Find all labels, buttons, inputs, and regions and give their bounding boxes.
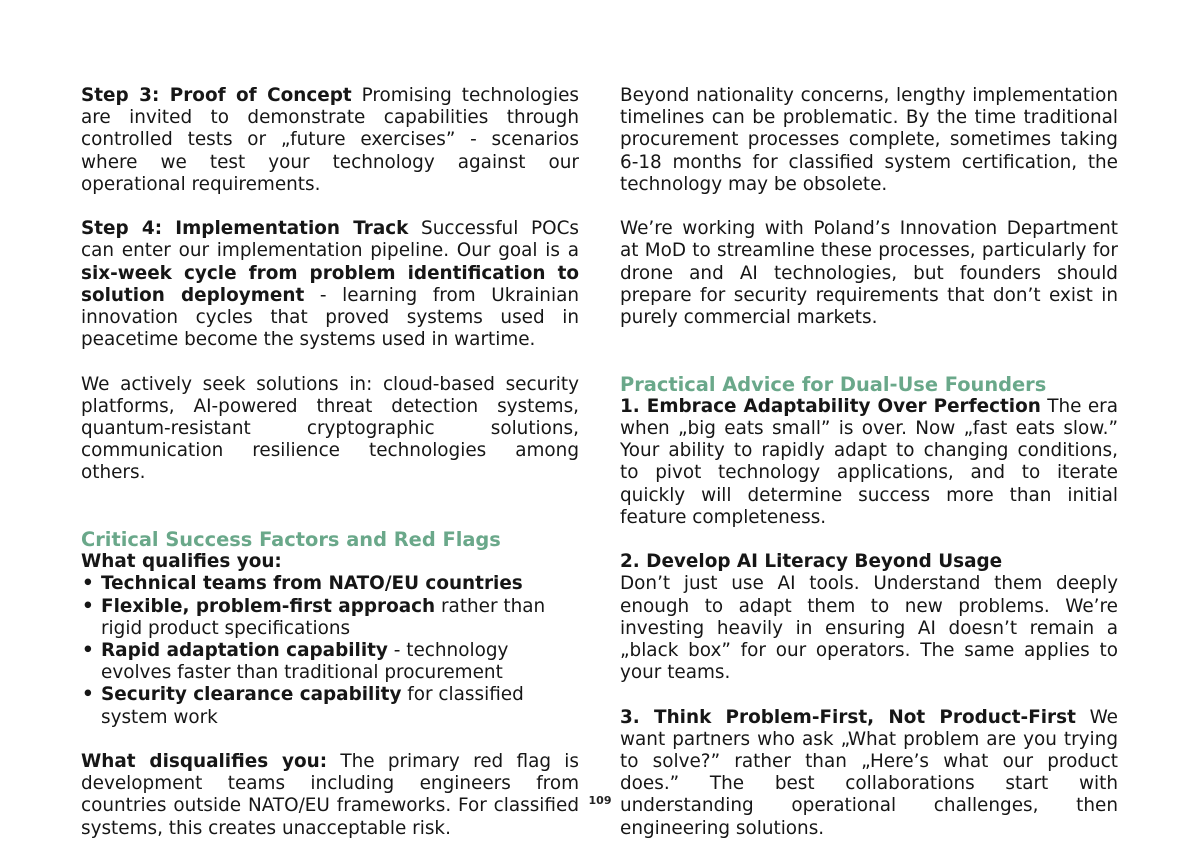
- bullet-icon: •: [82, 640, 94, 662]
- nationality-paragraph: Beyond nationality concerns, lengthy implementation timelines can be problematic. By the time traditional procurement processes complete, sometimes taking 6-18 months for classified system certification, the technology may be obsolete.: [620, 85, 1118, 195]
- disqualifies-text: The primary red flag is development teams including engineers from countries outside NATO/EU frameworks. For classified systems, this creates unacceptable risk.: [81, 751, 579, 839]
- step3-text: Promising technologies are invited to demonstrate capabilities through controlled tests or „future exercises” - scenarios where we test your technology against our operational requirements.: [81, 85, 579, 195]
- advice-item-1: [620, 396, 1118, 529]
- advice-item-1-text: The era when „big eats small” is over. Now „fast eats slow.” Your ability to rapidly adapt to changing conditions, to pivot technology applications, and to iterate quickly will determine success more than initial feature completeness.: [620, 395, 1118, 528]
- step4-bold-text: six-week cycle from problem identification to solution deployment: [81, 262, 579, 306]
- list-item: • Security clearance capability for classified system work: [82, 684, 524, 728]
- step4-title: Step 4: Implementation Track: [81, 218, 409, 240]
- list-item: • Flexible, problem-first approach rather than rigid product specifications: [82, 595, 546, 639]
- step4-paragraph: [81, 218, 579, 351]
- advice-item-3-title: 3. Think Problem-First, Not Product-First: [620, 706, 1076, 728]
- left-column: [81, 85, 579, 840]
- step4-text-2: - learning from Ukrainian innovation cycles that proved systems used in peacetime become the systems used in wartime.: [81, 284, 579, 351]
- right-column: [620, 85, 1118, 840]
- advice-item-3: [620, 707, 1118, 840]
- bullet-icon: •: [82, 573, 94, 595]
- step3-paragraph: [81, 85, 579, 196]
- bullet-icon: •: [82, 684, 94, 706]
- step3-title: Step 3: Proof of Concept: [81, 85, 352, 106]
- seek-paragraph: We actively seek solutions in: cloud-based security platforms, AI-powered threat detection systems, quantum-resistant cryptographic solutions, communication resilience technologies among others.: [81, 373, 579, 484]
- critical-success-heading: Critical Success Factors and Red Flags: [81, 528, 501, 552]
- page-number: 109: [588, 794, 612, 807]
- step4-text-1: Successful POCs can enter our implementation pipeline. Our goal is a: [81, 218, 579, 262]
- advice-item-2-text: Don’t just use AI tools. Understand them deeply enough to adapt them to new problems. We’re investing heavily in ensuring AI doesn’t remain a „black box” for our operators. The same applies to your teams.: [620, 573, 1118, 684]
- qualifies-label: What qualifies you:: [81, 551, 282, 573]
- practical-advice-heading: Practical Advice for Dual-Use Founders: [620, 372, 1047, 396]
- advice-item-2-title: 2. Develop AI Literacy Beyond Usage: [620, 551, 1003, 573]
- list-item: • Technical teams from NATO/EU countries: [82, 573, 523, 595]
- poland-paragraph: We’re working with Poland’s Innovation Department at MoD to streamline these processes, particularly for drone and AI technologies, but founders should prepare for security requirements that don’t exist in purely commercial markets.: [620, 218, 1118, 329]
- list-item: • Rapid adaptation capability - technology evolves faster than traditional procurement: [82, 640, 509, 684]
- disqualifies-label: What disqualifies you:: [81, 751, 328, 773]
- bullet-icon: •: [82, 595, 94, 617]
- advice-item-1-title: 1. Embrace Adaptability Over Perfection: [620, 395, 1041, 417]
- qualifies-list: [81, 573, 579, 728]
- advice-item-3-text: We want partners who ask „What problem are you trying to solve?” rather than „Here’s what our product does.” The best collaborations start with understanding operational challenges, then engineering solutions.: [620, 706, 1118, 839]
